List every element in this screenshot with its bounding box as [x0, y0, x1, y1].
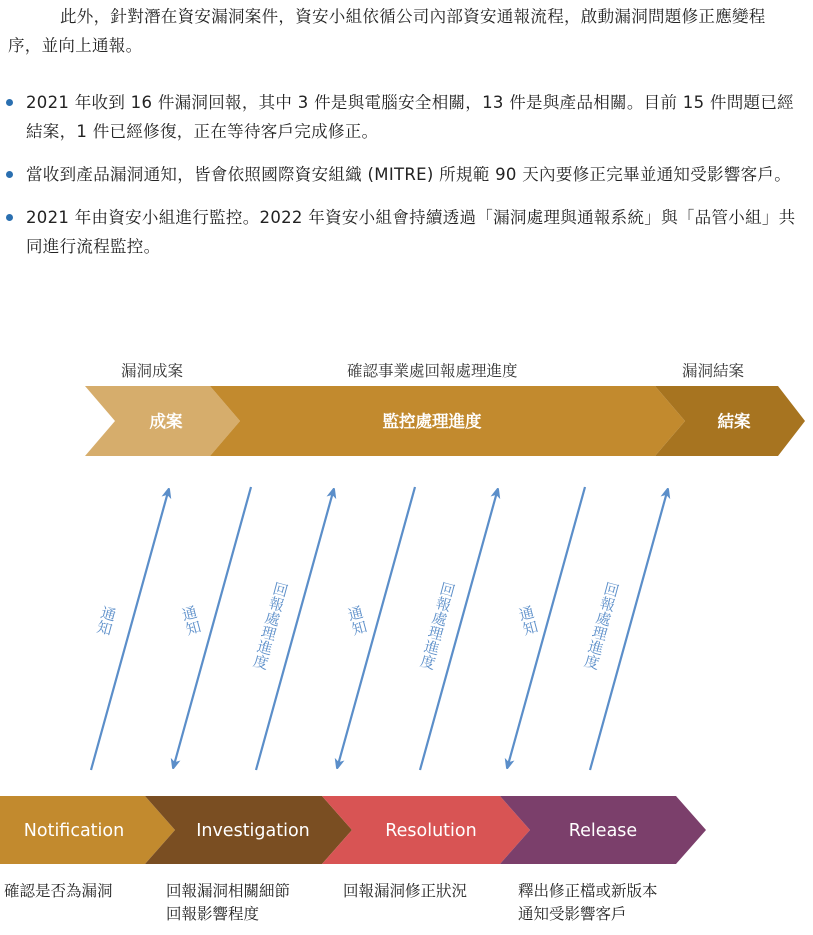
release-desc-line: 通知受影響客戶	[518, 905, 627, 923]
top-step-monitor-text: 監控處理進度	[382, 412, 482, 431]
arrow-label-notify-2: 通知	[178, 603, 204, 638]
resolution-desc	[343, 880, 467, 903]
arrow-label-report-3: 回報處理進度	[581, 579, 622, 672]
notification-desc	[4, 880, 113, 903]
release-desc	[518, 880, 658, 926]
phase-label-case-closed: 漏洞結案	[682, 362, 745, 380]
notification-desc-line: 確認是否為漏洞	[4, 882, 113, 900]
arrow-label-report-2: 回報處理進度	[417, 579, 458, 672]
intro-paragraph	[8, 2, 798, 60]
bullet-text: 當收到產品漏洞通知，皆會依照國際資安組織 (MITRE) 所規範 90 天內要修正完畢並通知受影響客戶。	[26, 165, 792, 184]
bullet-text: 2021 年收到 16 件漏洞回報，其中 3 件是與電腦安全相關，13 件是與產品相關。目前 15 件問題已經結案，1 件已經修復，正在等待客戶完成修正。	[26, 93, 794, 141]
bottom-step-release-text: Release	[568, 821, 638, 841]
arrow-label-notify-4: 通知	[515, 603, 541, 638]
bullet-dot-icon	[6, 171, 13, 178]
investigation-desc-line: 回報漏洞相關細節	[166, 882, 291, 900]
phase-label-case-opened: 漏洞成案	[121, 362, 184, 380]
phase-label-monitor: 確認事業處回報處理進度	[347, 362, 518, 380]
bullet-item	[0, 160, 800, 189]
bullet-dot-icon	[6, 99, 13, 106]
bottom-step-investigation-text: Investigation	[196, 821, 310, 841]
investigation-desc	[166, 880, 290, 926]
process-diagram	[0, 350, 813, 875]
intro-text: 此外，針對潛在資安漏洞案件，資安小組依循公司內部資安通報流程，啟動漏洞問題修正應變程序，並向上通報。	[8, 7, 766, 55]
release-desc-line: 釋出修正檔或新版本	[518, 882, 658, 900]
bullet-text: 2021 年由資安小組進行監控。2022 年資安小組會持續透過「漏洞處理與通報系統」與「品管小組」共同進行流程監控。	[26, 208, 796, 256]
bullet-list	[0, 88, 800, 275]
bullet-dot-icon	[6, 214, 13, 221]
bullet-item	[0, 203, 800, 261]
arrow-label-report-1: 回報處理進度	[250, 579, 291, 672]
top-step-closed-text: 結案	[717, 412, 751, 431]
arrow-label-notify-3: 通知	[344, 603, 370, 638]
bottom-step-notification-text: Notification	[23, 821, 125, 841]
resolution-desc-line: 回報漏洞修正狀況	[343, 882, 468, 900]
top-step-case-text: 成案	[149, 412, 183, 431]
bullet-item	[0, 88, 800, 146]
arrow-label-notify-1: 通知	[93, 603, 119, 638]
bottom-step-resolution-text: Resolution	[385, 821, 477, 841]
investigation-desc-line: 回報影響程度	[166, 905, 260, 923]
